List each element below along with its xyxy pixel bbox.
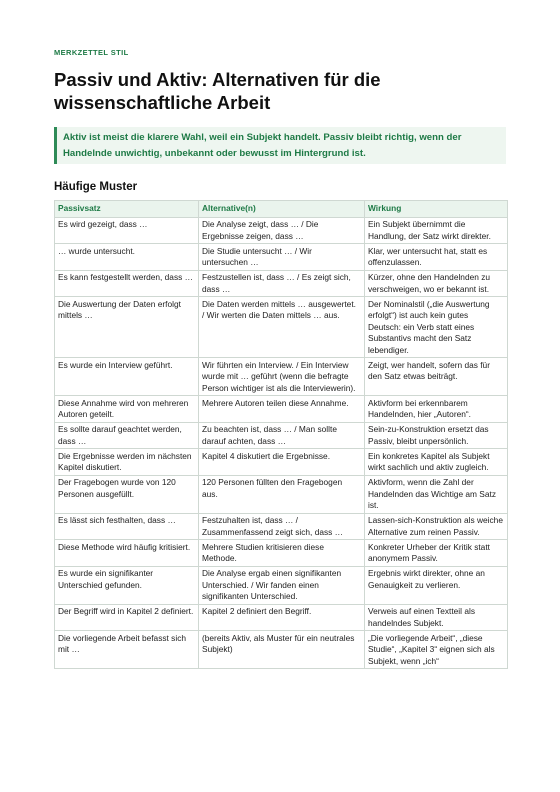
- effect-cell: Lassen-sich-Konstruktion als weiche Alternative zum reinen Passiv.: [365, 513, 508, 540]
- passive-cell: Die Ergebnisse werden im nächsten Kapitel diskutiert.: [55, 449, 199, 476]
- effect-cell: Der Nominalstil („die Auswertung erfolgt“) ist auch kein gutes Deutsch: ein Verb statt eines Substantivs macht den Satz lebendiger.: [365, 297, 508, 358]
- table-row: [55, 540, 508, 567]
- eyebrow-label: MERKZETTEL STIL: [54, 48, 129, 57]
- table-body: [55, 217, 508, 669]
- alternative-cell: 120 Personen füllten den Fragebogen aus.: [199, 475, 365, 513]
- passive-cell: Der Begriff wird in Kapitel 2 definiert.: [55, 604, 199, 631]
- passive-cell: Die Auswertung der Daten erfolgt mittels …: [55, 297, 199, 358]
- patterns-table: [54, 200, 508, 669]
- effect-cell: „Die vorliegende Arbeit“, „diese Studie“, „Kapitel 3“ eignen sich als Subjekt, wenn „ich“: [365, 631, 508, 669]
- table-row: [55, 475, 508, 513]
- table-row: [55, 566, 508, 604]
- header-wirkung: Wirkung: [365, 201, 508, 218]
- passive-cell: Es kann festgestellt werden, dass …: [55, 270, 199, 297]
- alternative-cell: Die Studie untersucht … / Wir untersuchen …: [199, 244, 365, 271]
- alternative-cell: Die Analyse zeigt, dass … / Die Ergebnisse zeigen, dass …: [199, 217, 365, 244]
- passive-cell: Diese Annahme wird von mehreren Autoren geteilt.: [55, 396, 199, 423]
- passive-cell: Es wurde ein signifikanter Unterschied gefunden.: [55, 566, 199, 604]
- alternative-cell: (bereits Aktiv, als Muster für ein neutrales Subjekt): [199, 631, 365, 669]
- effect-cell: Klar, wer untersucht hat, statt es offenzulassen.: [365, 244, 508, 271]
- passive-cell: Die vorliegende Arbeit befasst sich mit …: [55, 631, 199, 669]
- effect-cell: Aktivform bei erkennbarem Handelnden, hier „Autoren“.: [365, 396, 508, 423]
- passive-cell: Es sollte darauf geachtet werden, dass …: [55, 422, 199, 449]
- table-row: [55, 270, 508, 297]
- effect-cell: Zeigt, wer handelt, sofern das für den Satz etwas beiträgt.: [365, 358, 508, 396]
- effect-cell: Konkreter Urheber der Kritik statt anonymem Passiv.: [365, 540, 508, 567]
- table-row: [55, 217, 508, 244]
- table-header: [55, 201, 508, 218]
- header-alternativen: Alternative(n): [199, 201, 365, 218]
- passive-cell: Der Fragebogen wurde von 120 Personen ausgefüllt.: [55, 475, 199, 513]
- table-row: [55, 297, 508, 358]
- passive-cell: … wurde untersucht.: [55, 244, 199, 271]
- alternative-cell: Mehrere Autoren teilen diese Annahme.: [199, 396, 365, 423]
- effect-cell: Aktivform, wenn die Zahl der Handelnden das Wichtige am Satz ist.: [365, 475, 508, 513]
- passive-cell: Es wurde ein Interview geführt.: [55, 358, 199, 396]
- alternative-cell: Kapitel 2 definiert den Begriff.: [199, 604, 365, 631]
- alternative-cell: Kapitel 4 diskutiert die Ergebnisse.: [199, 449, 365, 476]
- table-header-row: [55, 201, 508, 218]
- header-passivsatz: Passivsatz: [55, 201, 199, 218]
- alternative-cell: Die Daten werden mittels … ausgewertet. / Wir werten die Daten mittels … aus.: [199, 297, 365, 358]
- effect-cell: Ergebnis wirkt direkter, ohne an Genauigkeit zu verlieren.: [365, 566, 508, 604]
- alternative-cell: Festzuhalten ist, dass … / Zusammenfassend zeigt sich, dass …: [199, 513, 365, 540]
- effect-cell: Verweis auf einen Textteil als handelndes Subjekt.: [365, 604, 508, 631]
- passive-cell: Es lässt sich festhalten, dass …: [55, 513, 199, 540]
- section-title: Häufige Muster: [54, 181, 138, 193]
- table-row: [55, 422, 508, 449]
- alternative-cell: Die Analyse ergab einen signifikanten Unterschied. / Wir fanden einen signifikanten Unterschied.: [199, 566, 365, 604]
- table-row: [55, 513, 508, 540]
- table-row: [55, 604, 508, 631]
- effect-cell: Sein-zu-Konstruktion ersetzt das Passiv, bleibt unpersönlich.: [365, 422, 508, 449]
- table-row: [55, 449, 508, 476]
- alternative-cell: Festzustellen ist, dass … / Es zeigt sich, dass …: [199, 270, 365, 297]
- alternative-cell: Zu beachten ist, dass … / Man sollte darauf achten, dass …: [199, 422, 365, 449]
- alternative-cell: Mehrere Studien kritisieren diese Methode.: [199, 540, 365, 567]
- effect-cell: Kürzer, ohne den Handelnden zu verschweigen, wo er bekannt ist.: [365, 270, 508, 297]
- callout-box: Aktiv ist meist die klarere Wahl, weil ein Subjekt handelt. Passiv bleibt richtig, wenn der Handelnde unwichtig, unbekannt oder bewusst im Hintergrund ist.: [54, 127, 506, 164]
- table-row: [55, 358, 508, 396]
- page-title: Passiv und Aktiv: Alternativen für die wissenschaftliche Arbeit: [54, 69, 381, 113]
- table-row: [55, 396, 508, 423]
- alternative-cell: Wir führten ein Interview. / Ein Interview wurde mit … geführt (wenn die befragte Person wichtiger ist als die Interviewerin).: [199, 358, 365, 396]
- effect-cell: Ein konkretes Kapitel als Subjekt wirkt sachlich und aktiv zugleich.: [365, 449, 508, 476]
- passive-cell: Es wird gezeigt, dass …: [55, 217, 199, 244]
- effect-cell: Ein Subjekt übernimmt die Handlung, der Satz wirkt direkter.: [365, 217, 508, 244]
- table-row: [55, 631, 508, 669]
- passive-cell: Diese Methode wird häufig kritisiert.: [55, 540, 199, 567]
- table-row: [55, 244, 508, 271]
